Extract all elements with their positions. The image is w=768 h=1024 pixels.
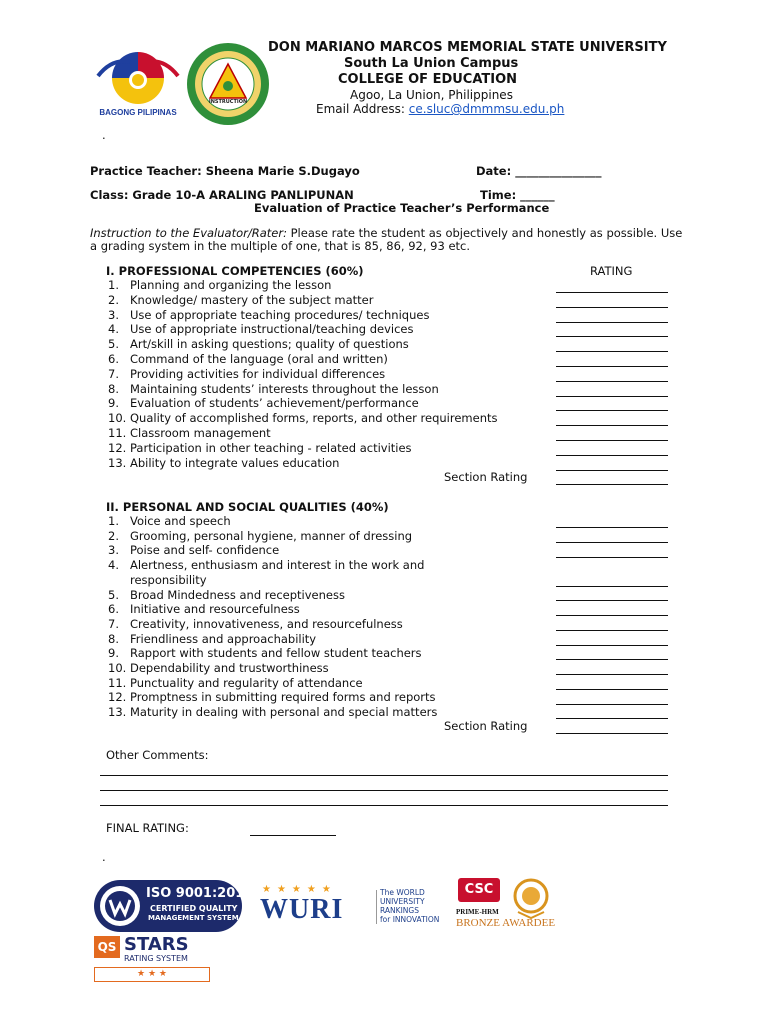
criterion-number: 8. <box>108 631 119 646</box>
wuri-desc3: RANKINGS <box>380 906 419 915</box>
criterion-text: Rapport with students and fellow student teachers <box>130 646 422 661</box>
rating-line[interactable] <box>556 630 668 631</box>
criterion-number: 5. <box>108 587 119 602</box>
criterion-number: 3. <box>108 307 119 322</box>
rating-line[interactable] <box>556 674 668 675</box>
criterion-text: Command of the language (oral and written) <box>130 352 388 366</box>
criterion-row <box>108 411 498 425</box>
time-field[interactable]: Time: ______ <box>480 188 555 202</box>
rating-line[interactable] <box>556 396 668 397</box>
criterion-text: Grooming, personal hygiene, manner of dressing <box>130 528 413 543</box>
rating-line[interactable] <box>556 718 668 719</box>
rating-line[interactable] <box>556 704 668 705</box>
csc-logo: CSC <box>458 878 500 902</box>
criterion-number: 10. <box>108 661 127 675</box>
rating-line[interactable] <box>556 484 668 485</box>
criterion-text: Maturity in dealing with personal and special matters <box>130 705 438 720</box>
criterion-row <box>108 382 439 396</box>
criterion-text: Initiative and resourcefulness <box>130 602 300 617</box>
criterion-number: 1. <box>108 278 119 292</box>
iso-title: ISO 9001:2015 <box>146 886 254 901</box>
final-rating-line[interactable] <box>250 835 336 836</box>
criterion-text: Providing activities for individual differences <box>130 366 386 381</box>
evaluation-title: Evaluation of Practice Teacher’s Performance <box>254 201 550 215</box>
bagong-pilipinas-caption: BAGONG PILIPINAS <box>99 108 177 117</box>
university-seal-icon <box>186 42 270 126</box>
dot-marker: . <box>102 850 106 864</box>
criterion-text: Poise and self- confidence <box>130 543 280 558</box>
section-rating-label: Section Rating <box>444 719 528 733</box>
criterion-row <box>108 661 329 675</box>
rating-line[interactable] <box>556 381 668 382</box>
criterion-text: responsibility <box>130 572 207 587</box>
rating-line[interactable] <box>556 689 668 690</box>
email-line <box>316 102 564 116</box>
criterion-text: Punctuality and regularity of attendance <box>130 675 363 690</box>
comment-line[interactable] <box>100 805 668 806</box>
wuri-desc2: UNIVERSITY <box>380 897 425 906</box>
criterion-text: Creativity, innovativeness, and resourcefulness <box>130 616 403 631</box>
rating-line[interactable] <box>556 307 668 308</box>
bagong-pilipinas-emblem-icon <box>92 48 184 108</box>
criterion-text: Ability to integrate values education <box>130 455 340 470</box>
section2-title: II. PERSONAL AND SOCIAL QUALITIES (40%) <box>106 500 389 514</box>
date-field[interactable]: Date: _______________ <box>476 164 602 178</box>
qs-stars-title: STARS <box>124 934 189 955</box>
criterion-text: Classroom management <box>130 426 271 440</box>
criterion-row <box>108 367 385 381</box>
bagong-pilipinas-logo <box>92 48 184 120</box>
criterion-text: Use of appropriate teaching procedures/ techniques <box>130 307 430 322</box>
criterion-text: Use of appropriate instructional/teaching devices <box>130 322 414 337</box>
criterion-number: 11. <box>108 426 127 440</box>
criterion-row <box>108 558 424 572</box>
qs-rating-system: RATING SYSTEM <box>124 954 188 963</box>
criterion-text: Dependability and trustworthiness <box>130 661 329 675</box>
criterion-text: Broad Mindedness and receptiveness <box>130 587 345 602</box>
criterion-number: 6. <box>108 352 119 366</box>
prime-hrm: PRIME-HRM <box>456 908 499 916</box>
criterion-number: 13. <box>108 455 127 470</box>
criterion-number: 13. <box>108 705 127 720</box>
dot-marker: . <box>102 128 106 142</box>
rating-line[interactable] <box>556 557 668 558</box>
wuri-wordmark: WURI <box>260 894 344 925</box>
criterion-number: 10. <box>108 411 127 426</box>
class-info: Class: Grade 10-A ARALING PANLIPUNAN <box>90 188 354 202</box>
criterion-number: 2. <box>108 528 119 543</box>
criterion-number: 9. <box>108 396 119 411</box>
criterion-text: Evaluation of students’ achievement/performance <box>130 396 419 411</box>
other-comments-label: Other Comments: <box>106 748 209 762</box>
comment-line[interactable] <box>100 775 668 776</box>
wuri-logo <box>258 884 448 928</box>
criterion-text: Friendliness and approachability <box>130 631 317 646</box>
practice-teacher: Practice Teacher: Sheena Marie S.Dugayo <box>90 164 360 178</box>
wuri-stars-icon: ★★★★★ <box>262 884 337 895</box>
instruction-label: Instruction to the Evaluator/Rater: <box>90 226 287 240</box>
criterion-text: Promptness in submitting required forms and reports <box>130 690 436 705</box>
bronze-awardee: BRONZE AWARDEE <box>456 917 556 929</box>
criterion-row <box>108 646 422 660</box>
criterion-row <box>108 308 429 322</box>
criterion-row <box>108 543 279 557</box>
criterion-number: 12. <box>108 690 127 705</box>
criterion-number: 4. <box>108 558 119 573</box>
criterion-row <box>108 588 345 602</box>
rating-line[interactable] <box>556 425 668 426</box>
college-name: COLLEGE OF EDUCATION <box>338 72 518 87</box>
criterion-number: 12. <box>108 440 127 455</box>
rating-line[interactable] <box>556 542 668 543</box>
rating-line[interactable] <box>556 336 668 337</box>
criterion-text: Quality of accomplished forms, reports, and other requirements <box>130 411 498 426</box>
criterion-row <box>108 293 373 307</box>
criterion-row <box>108 441 412 455</box>
criterion-text: Participation in other teaching - related activities <box>130 440 412 455</box>
iso-badge <box>94 880 254 932</box>
wuri-divider <box>376 890 377 924</box>
criterion-row <box>108 278 331 292</box>
rating-line[interactable] <box>556 586 668 587</box>
criterion-text: Planning and organizing the lesson <box>130 278 332 292</box>
rating-header: RATING <box>590 264 633 278</box>
criterion-row <box>108 352 388 366</box>
criterion-number: 8. <box>108 381 119 396</box>
rating-line[interactable] <box>556 366 668 367</box>
criterion-number: 5. <box>108 337 119 352</box>
criterion-number: 6. <box>108 602 119 617</box>
criterion-number: 7. <box>108 366 119 381</box>
rating-line[interactable] <box>556 410 668 411</box>
criterion-number: 7. <box>108 616 119 631</box>
rating-line[interactable] <box>556 455 668 456</box>
qs-logo: QS <box>94 936 120 958</box>
rating-line[interactable] <box>556 615 668 616</box>
section-rating-label: Section Rating <box>444 470 528 484</box>
instruction-line2: a grading system in the multiple of one, that is 85, 86, 92, 93 etc. <box>90 239 471 253</box>
iso-sub1: CERTIFIED QUALITY <box>150 904 238 913</box>
rating-line[interactable] <box>556 527 668 528</box>
criterion-row <box>108 396 419 410</box>
criterion-number: 2. <box>108 292 119 307</box>
campus-name: South La Union Campus <box>344 56 519 71</box>
criterion-row <box>108 690 436 704</box>
final-rating-label: FINAL RATING: <box>106 821 189 835</box>
criterion-text: Alertness, enthusiasm and interest in the work and <box>130 558 425 573</box>
instruction-text: Please rate the student as objectively and honestly as possible. Use <box>286 226 683 240</box>
criterion-row <box>108 573 207 587</box>
seal-inner-text: INSTRUCTION <box>208 99 248 105</box>
qs-stars-row: ★ ★ ★ <box>94 967 210 982</box>
iso-sub2: MANAGEMENT SYSTEM <box>148 914 239 922</box>
criterion-number: 1. <box>108 514 119 528</box>
email-label: Email Address: <box>316 102 405 116</box>
address: Agoo, La Union, Philippines <box>350 88 513 102</box>
email-link[interactable]: ce.sluc@dmmmsu.edu.ph <box>408 102 565 116</box>
rating-line[interactable] <box>556 645 668 646</box>
criterion-row <box>108 617 403 631</box>
rating-line[interactable] <box>556 659 668 660</box>
criterion-text: Art/skill in asking questions; quality of questions <box>130 337 409 352</box>
criterion-row <box>108 514 231 528</box>
rating-line[interactable] <box>556 322 668 323</box>
criterion-row <box>108 705 437 719</box>
section1-title: I. PROFESSIONAL COMPETENCIES (60%) <box>106 264 364 278</box>
criterion-row <box>108 602 300 616</box>
qs-stars-badge <box>94 934 210 982</box>
criterion-row <box>108 337 409 351</box>
criterion-text: Voice and speech <box>130 514 231 528</box>
criterion-number: 11. <box>108 675 127 690</box>
comment-line[interactable] <box>100 790 668 791</box>
university-name: DON MARIANO MARCOS MEMORIAL STATE UNIVERSITY <box>268 40 667 55</box>
rating-line[interactable] <box>556 470 668 471</box>
wuri-desc1: The WORLD <box>380 888 425 897</box>
criterion-text: Knowledge/ mastery of the subject matter <box>130 292 374 307</box>
university-seal <box>186 42 270 126</box>
csc-badge <box>454 874 558 932</box>
rating-line[interactable] <box>556 600 668 601</box>
criterion-number: 3. <box>108 543 119 558</box>
criterion-number: 4. <box>108 322 119 337</box>
rating-line[interactable] <box>556 292 668 293</box>
criterion-text: Maintaining students’ interests throughout the lesson <box>130 381 439 396</box>
criterion-row <box>108 322 413 336</box>
criterion-row <box>108 426 271 440</box>
criterion-row <box>108 529 412 543</box>
rating-line[interactable] <box>556 733 668 734</box>
criterion-row <box>108 676 363 690</box>
wuri-desc4: for INNOVATION <box>380 915 440 924</box>
criterion-row <box>108 456 339 470</box>
rating-line[interactable] <box>556 440 668 441</box>
instruction <box>90 226 682 240</box>
rating-line[interactable] <box>556 351 668 352</box>
criterion-row <box>108 632 316 646</box>
criterion-number: 9. <box>108 646 119 661</box>
